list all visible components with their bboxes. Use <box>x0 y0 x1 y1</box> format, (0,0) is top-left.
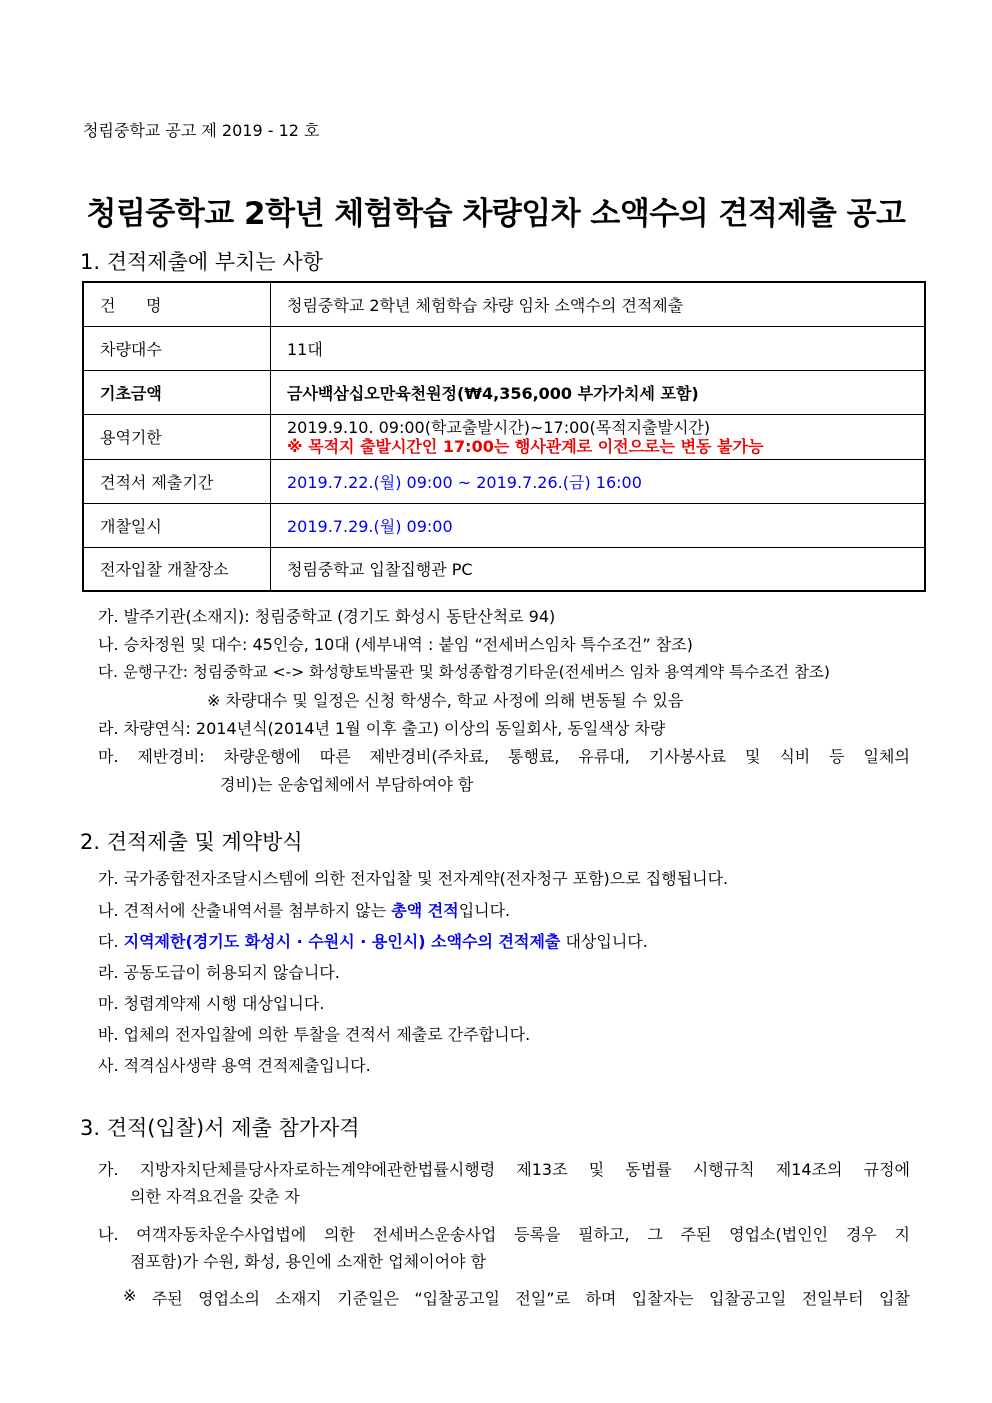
word: 나. <box>98 1225 119 1244</box>
table-row <box>83 282 925 326</box>
row-value: 11대 <box>271 326 926 370</box>
section3-heading: 3. 견적(입찰)서 제출 참가자격 <box>80 1116 360 1140</box>
s3-note <box>123 1286 910 1309</box>
word: 주된 <box>680 1225 712 1244</box>
word: 기사봉사료 <box>648 747 727 766</box>
s3-item-a-cont: 의한 자격요건을 갖춘 자 <box>130 1187 300 1206</box>
word: 마. <box>98 747 119 766</box>
word: 등록을 <box>514 1225 561 1244</box>
word: ※ <box>123 1286 137 1305</box>
section2-heading: 2. 견적제출 및 계약방식 <box>80 830 303 854</box>
row-label: 견적서 제출기간 <box>83 459 271 503</box>
word: 의한 <box>324 1225 355 1244</box>
s2-item-b-end: 입니다. <box>458 901 511 920</box>
word: 입찰공고일 <box>709 1289 787 1308</box>
word: 전세버스운송사업 <box>372 1225 497 1244</box>
s3-item-b-cont: 점포함)가 수원, 화성, 용인에 소재한 업체이어야 함 <box>130 1252 487 1271</box>
s2-item-c-prefix: 다. <box>98 932 124 951</box>
s2-item-e: 마. 청렴계약제 시행 대상입니다. <box>98 994 325 1013</box>
word: 지방자치단체를당사자로하는계약에관한법률시행령 <box>139 1160 496 1179</box>
word: 입찰자는 <box>631 1289 694 1308</box>
word: 전일부터 <box>801 1289 864 1308</box>
word: 유류대, <box>578 747 630 766</box>
row-value: 2019.7.29.(월) 09:00 <box>271 503 926 547</box>
word: 입찰 <box>878 1289 910 1308</box>
word: 지 <box>894 1225 910 1244</box>
s2-item-f: 바. 업체의 전자입찰에 의한 투찰을 견적서 제출로 간주합니다. <box>98 1025 531 1044</box>
row-value <box>271 414 926 459</box>
s1-item-b: 나. 승차정원 및 대수: 45인승, 10대 (세부내역 : 붙임 “전세버스임차 특수조건” 참조) <box>98 635 693 654</box>
lump-sum-highlight: 총액 견적 <box>391 901 459 920</box>
word: 여객자동차운수사업법에 <box>136 1225 307 1244</box>
word: 영업소(법인인 <box>729 1225 829 1244</box>
word: 영업소의 <box>198 1289 260 1308</box>
region-restriction-highlight: 지역제한(경기도 화성시 · 수원시 · 용인시) 소액수의 견적제출 <box>123 932 561 951</box>
table-row <box>83 326 925 370</box>
table-row <box>83 414 925 459</box>
word: 제13조 <box>516 1160 568 1179</box>
s2-item-b <box>98 898 510 921</box>
s1-item-e-cont: 경비)는 운송업체에서 부담하여야 함 <box>220 775 474 794</box>
word: 시행규칙 <box>692 1160 755 1179</box>
word: 차량운행에 <box>223 747 301 766</box>
document-title: 청림중학교 2학년 체험학습 차량임차 소액수의 견적제출 공고 <box>86 196 906 232</box>
table-row <box>83 503 925 547</box>
row-value: 금사백삼십오만육천원정(₩4,356,000 부가가치세 포함) <box>271 370 926 414</box>
word: 제반경비: <box>137 747 205 766</box>
word: 제반경비(주차료, <box>369 747 490 766</box>
s2-item-c <box>98 929 648 952</box>
word: 전일”로 <box>515 1289 571 1308</box>
row-label: 개찰일시 <box>83 503 271 547</box>
row-label: 전자입찰 개찰장소 <box>83 547 271 591</box>
s1-item-d: 라. 차량연식: 2014년식(2014년 1월 이후 출고) 이상의 동일회사, 동일색상 차량 <box>98 719 666 738</box>
row-value: 청림중학교 2학년 체험학습 차량 임차 소액수의 견적제출 <box>271 282 926 326</box>
s2-item-d: 라. 공동도급이 허용되지 않습니다. <box>98 963 340 982</box>
word: 규정에 <box>863 1160 910 1179</box>
section1-heading: 1. 견적제출에 부치는 사항 <box>80 250 323 274</box>
word: 주된 <box>151 1289 183 1308</box>
word: 경우 <box>845 1225 877 1244</box>
s1-item-c: 다. 운행구간: 청림중학교 <-> 화성향토박물관 및 화성종합경기타운(전세버스 임차 용역계약 특수조건 참조) <box>98 663 830 681</box>
table-row <box>83 547 925 591</box>
s1-item-e <box>98 744 910 767</box>
s3-item-a <box>98 1157 910 1180</box>
word: 및 <box>744 747 761 766</box>
word: 필하고, <box>578 1225 630 1244</box>
s2-item-a: 가. 국가종합전자조달시스템에 의한 전자입찰 및 전자계약(전자청구 포함)으로 집행됩니다. <box>98 869 729 888</box>
word: 제14조의 <box>775 1160 843 1179</box>
announcement-number: 청림중학교 공고 제 2019 - 12 호 <box>83 121 320 140</box>
word: 그 <box>647 1225 663 1244</box>
s2-item-b-text: 나. 견적서에 산출내역서를 첨부하지 않는 <box>98 901 392 920</box>
table-row <box>83 459 925 503</box>
word: 및 <box>588 1160 605 1179</box>
s3-item-b <box>98 1222 910 1245</box>
row-label: 건 명 <box>83 282 271 326</box>
s2-item-g: 사. 적격심사생략 용역 견적제출입니다. <box>98 1056 371 1075</box>
row-label: 기초금액 <box>83 370 271 414</box>
row-value: 2019.7.22.(월) 09:00 ~ 2019.7.26.(금) 16:00 <box>271 459 926 503</box>
service-period: 2019.9.10. 09:00(학교출발시간)~17:00(목적지출발시간) <box>287 417 711 437</box>
word: 식비 <box>779 747 811 766</box>
word: 기준일은 <box>337 1289 399 1308</box>
word: 하며 <box>585 1289 617 1308</box>
word: 소재지 <box>275 1289 322 1308</box>
word: 등 <box>829 747 845 766</box>
s1-item-c-note: ※ 차량대수 및 일정은 신청 학생수, 학교 사정에 의해 변동될 수 있음 <box>207 691 684 710</box>
s1-item-a: 가. 발주기관(소재지): 청림중학교 (경기도 화성시 동탄산척로 94) <box>98 607 556 626</box>
s2-item-c-end: 대상입니다. <box>560 932 648 951</box>
row-label: 차량대수 <box>83 326 271 370</box>
bid-info-table <box>82 281 926 592</box>
table-row <box>83 370 925 414</box>
row-label: 용역기한 <box>83 414 271 459</box>
row-value: 청림중학교 입찰집행관 PC <box>271 547 926 591</box>
word: “입찰공고일 <box>414 1289 500 1308</box>
word: 동법률 <box>625 1160 672 1179</box>
word: 가. <box>98 1160 119 1179</box>
word: 일체의 <box>863 747 910 766</box>
word: 따른 <box>319 747 351 766</box>
word: 통행료, <box>508 747 560 766</box>
service-period-note: ※ 목적지 출발시간인 17:00는 행사관계로 이전으로는 변동 불가능 <box>287 436 764 456</box>
